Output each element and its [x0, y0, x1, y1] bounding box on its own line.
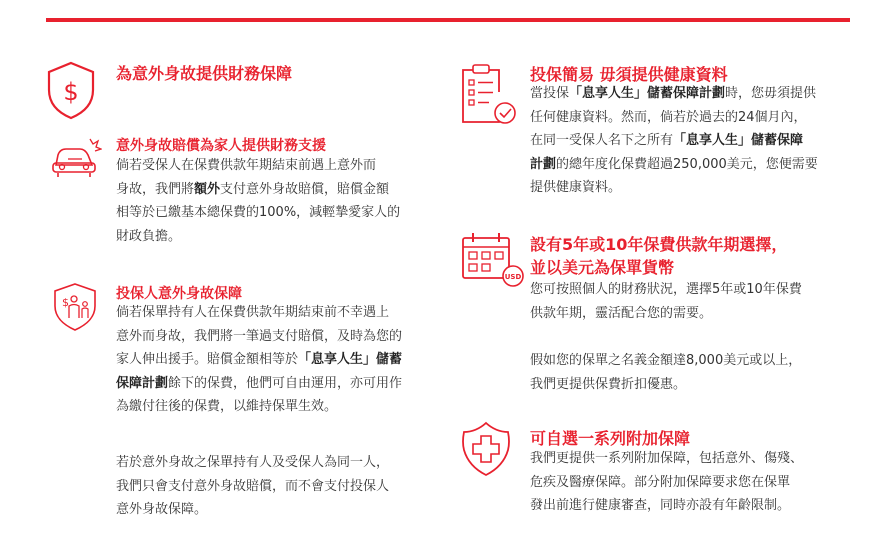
right-section3-text: 我們更提供一系列附加保障，包括意外、傷殘、 危疾及醫療保障。部分附加保障要求您在保單 發出前進行健康審查，同時亦設有年齡限制。	[530, 451, 804, 513]
accident-compensation-title: 意外身故賠償為家人提供財務支援	[116, 138, 326, 154]
right-section2-text: 您可按照個人的財務狀況，選擇5年或10年保費 供款年期，靈活配合您的需要。	[530, 282, 802, 321]
dollar-shield-icon	[45, 60, 97, 120]
car-crash-icon	[50, 135, 102, 179]
calendar-usd-icon	[459, 230, 527, 288]
svg-text:$: $	[63, 78, 79, 106]
right-section2-title-line2: 並以美元為保單貨幣	[530, 258, 675, 277]
policyholder-protection-note: 若於意外身故之保單持有人及受保人為同一人， 我們只會支付意外身故賠償，而不會支付投保人 意外身故保障。	[116, 455, 390, 517]
medical-cross-shield-icon	[458, 420, 514, 478]
right-section2-title-line1: 設有5年或10年保費供款年期選擇，	[530, 235, 788, 254]
checklist-clipboard-icon	[459, 62, 523, 128]
policyholder-protection-title: 投保人意外身故保障	[116, 286, 242, 302]
accident-compensation-text: 倘若受保人在保費供款年期結束前遇上意外而 身故，我們將額外支付意外身故賠償，賠償金額 相等於已繳基本總保費的100%，減輕摯愛家人的 財政負擔。	[116, 158, 401, 244]
left-section-title: 為意外身故提供財務保障	[116, 64, 293, 83]
usd-badge: USD	[504, 273, 522, 281]
svg-text:$: $	[62, 296, 69, 309]
top-divider	[46, 18, 850, 22]
right-section1-title: 投保簡易 毋須提供健康資料	[530, 65, 728, 84]
family-money-icon	[52, 282, 98, 332]
policyholder-protection-text: 倘若保單持有人在保費供款年期結束前不幸遇上 意外而身故，我們將一筆過支付賠償，及時為您的 家人伸出援手。賠償金額相等於「息享人生」儲蓄 保障計劃餘下的保費，他們可自由運用，亦可用作 為繳付往後的保費，以維持保單生效。	[116, 305, 403, 414]
right-section2-note: 假如您的保單之名義金額達8,000美元或以上， 我們更提供保費折扣優惠。	[530, 353, 802, 392]
right-section3-title: 可自選一系列附加保障	[530, 429, 691, 448]
right-section1-text: 當投保「息享人生」儲蓄保障計劃時，您毋須提供 任何健康資料。然而，倘若於過去的24個月內， 在同一受保人名下之所有「息享人生」儲蓄保障 計劃的總年度化保費超過250,000美元，您便需要 提供健康資料。	[530, 86, 818, 195]
